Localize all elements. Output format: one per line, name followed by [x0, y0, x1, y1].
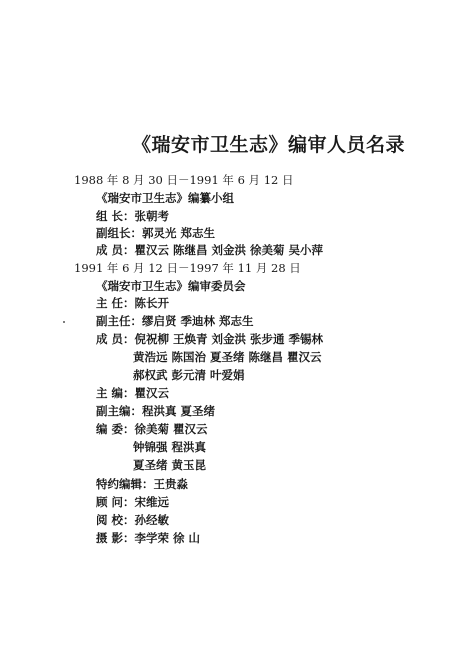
- special-editor-line: 特约编辑：王贵淼: [96, 477, 188, 491]
- compilation-group-heading: 《瑞安市卫生志》编纂小组: [96, 191, 234, 205]
- period-1-date: 1988 年 8 月 30 日－1991 年 6 月 12 日: [74, 173, 294, 187]
- editorial-board-line-2: 钟锦强 程洪真: [133, 440, 207, 454]
- committee-members-line-1: 成 员：倪祝柳 王焕青 刘金洪 张步通 季锡林: [96, 332, 324, 346]
- photography-line: 摄 影：李学荣 徐 山: [96, 531, 201, 545]
- stray-mark: [63, 321, 65, 323]
- deputy-editor-line: 副主编：程洪真 夏圣绪: [96, 404, 216, 418]
- group-leader-line: 组 长：张朝考: [96, 209, 170, 223]
- vice-leader-line: 副组长：郭灵光 郑志生: [96, 226, 216, 240]
- proofreader-line: 阅 校：孙经敏: [96, 513, 170, 527]
- vice-director-line: 副主任：缪启贤 季迪林 郑志生: [96, 314, 254, 328]
- committee-members-line-2: 黄浩远 陈国治 夏圣绪 陈继昌 瞿汉云: [133, 350, 322, 364]
- editorial-board-line-3: 夏圣绪 黄玉昆: [133, 458, 207, 472]
- editor-in-chief-line: 主 编：瞿汉云: [96, 386, 170, 400]
- director-line: 主 任：陈长开: [96, 296, 170, 310]
- editorial-board-line-1: 编 委：徐美菊 瞿汉云: [96, 422, 208, 436]
- committee-members-line-3: 郝权武 彭元清 叶爱娟: [133, 368, 245, 382]
- group-members-line: 成 员：瞿汉云 陈继昌 刘金洪 徐美菊 吴小萍: [96, 243, 324, 257]
- period-2-date: 1991 年 6 月 12 日－1997 年 11 月 28 日: [74, 261, 301, 275]
- editorial-committee-heading: 《瑞安市卫生志》编审委员会: [96, 279, 246, 293]
- page-title: 《瑞安市卫生志》编审人员名录: [132, 134, 406, 156]
- advisor-line: 顾 问：宋维远: [96, 495, 170, 509]
